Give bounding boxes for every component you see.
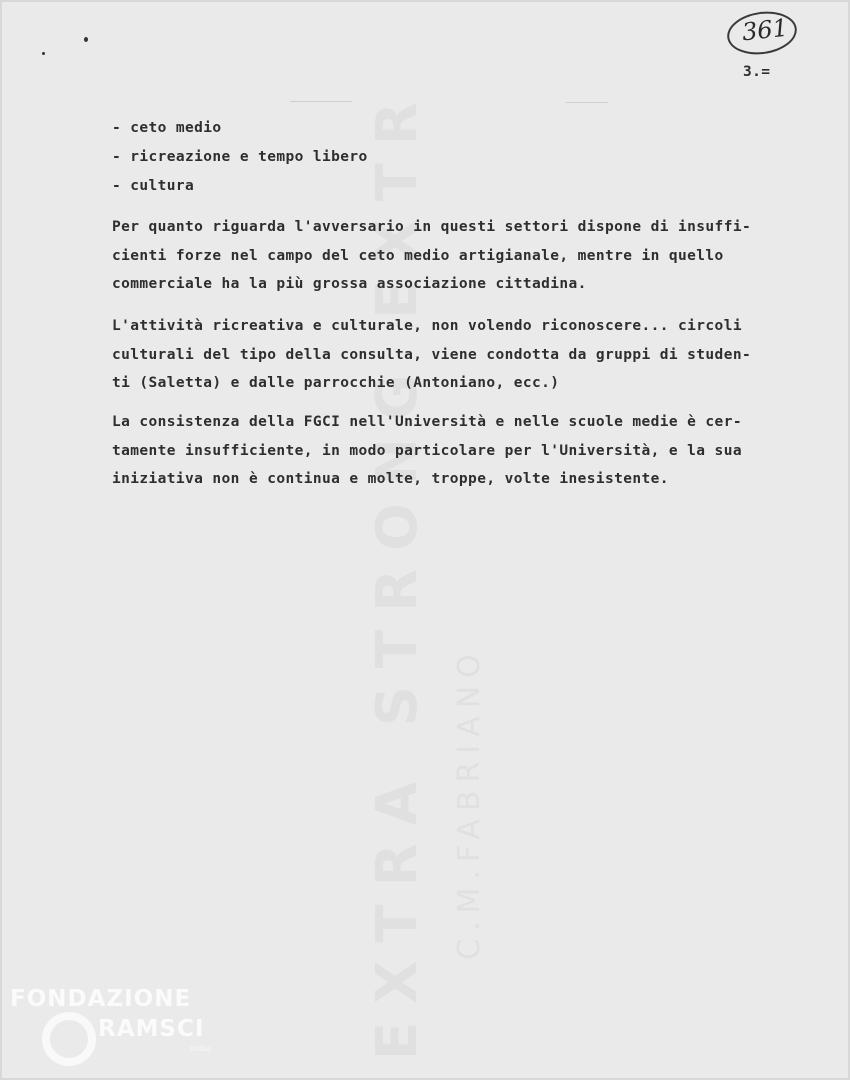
topic-list <box>112 117 368 204</box>
text-line: cienti forze nel campo del ceto medio artigianale, mentre in quello <box>112 247 724 264</box>
logo-g-mark <box>42 1012 96 1066</box>
top-rule-left <box>290 101 352 102</box>
text-line: Per quanto riguarda l'avversario in questi settori dispone di insuffi- <box>112 219 752 235</box>
logo-text-bottom: RAMSCI <box>98 1016 205 1042</box>
logo-text-small: onlus <box>190 1044 212 1053</box>
text-line: commerciale ha la più grossa associazione cittadina. <box>112 276 587 292</box>
text-line: L'attività ricreativa e culturale, non volendo riconoscere... circoli <box>112 318 742 334</box>
paragraph-recreation <box>112 312 817 398</box>
text-line: ti (Saletta) e dalle parrocchie (Antoniano, ecc.) <box>112 375 560 391</box>
handwritten-page-number: 361 <box>740 13 790 47</box>
text-line: La consistenza della FGCI nell'Università e nelle scuole medie è cer- <box>112 414 742 430</box>
text-line: tamente insufficiente, in modo particolare per l'Università, e la sua <box>112 442 742 459</box>
paper-watermark: EXTRA STRONG EXTR <box>365 84 430 1060</box>
fondazione-gramsci-logo <box>10 986 210 1072</box>
list-item: - cultura <box>112 178 195 194</box>
list-item: - ricreazione e tempo libero <box>112 149 368 165</box>
paper-maker-watermark: C.M.FABRIANO <box>452 646 487 960</box>
logo-text-top: FONDAZIONE <box>10 986 192 1012</box>
text-line: iniziativa non è continua e molte, troppe, volte inesistente. <box>112 471 669 487</box>
top-rule-right <box>566 102 608 103</box>
sheet-number: 3.= <box>743 64 771 80</box>
paragraph-adversary <box>112 213 817 299</box>
paragraph-fgci <box>112 408 817 494</box>
text-line: culturali del tipo della consulta, viene condotta da gruppi di studen- <box>112 346 752 363</box>
list-item: - ceto medio <box>112 120 222 136</box>
